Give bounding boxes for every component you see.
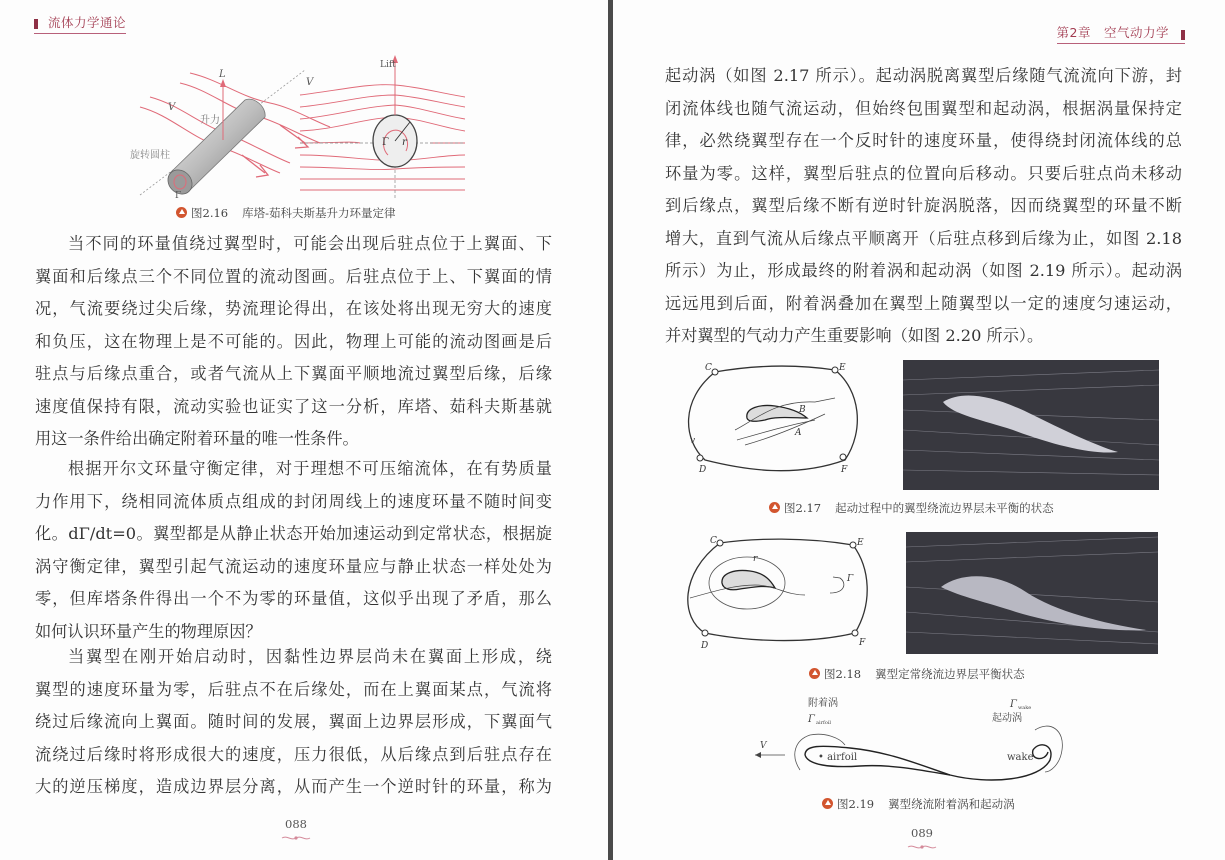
figure-marker-icon bbox=[176, 207, 187, 218]
point-F: F bbox=[859, 638, 866, 648]
label-bound-vortex: 附着涡 bbox=[808, 698, 838, 709]
point-F: F bbox=[841, 465, 848, 475]
text-line: 起动涡（如图 2.17 所示）。起动涡脱离翼型后缘随气流流向下游，封 bbox=[665, 66, 1182, 85]
page-number: 089 bbox=[911, 826, 933, 840]
figure-2-18-diagram bbox=[675, 533, 875, 651]
header-marker bbox=[34, 19, 38, 29]
caption-figure-2-17 bbox=[769, 500, 1054, 516]
point-D: D bbox=[699, 465, 707, 475]
text-line: 环量为零。这样，翼型后驻点的位置向后移动。只要后驻点尚未移动 bbox=[665, 163, 1182, 183]
running-head-chapter bbox=[1057, 23, 1185, 44]
text-line: 到后缘点，翼型后缘不断有逆时针旋涡脱落，因而绕翼型的环量不断 bbox=[665, 196, 1182, 215]
caption-figure-2-16 bbox=[176, 205, 396, 221]
text-line: 大的逆压梯度，造成边界层分离，从而产生一个逆时针的环量，称为 bbox=[35, 777, 552, 796]
text-line: 流绕过后缘时将形成很大的速度，压力很低，从后缘点到后驻点存在 bbox=[35, 744, 552, 764]
figure-marker-icon bbox=[809, 668, 820, 679]
text-line: 绕过后缘流向上翼面。随时间的发展，翼面上边界层形成，下翼面气 bbox=[35, 712, 552, 731]
right-page bbox=[613, 0, 1225, 860]
figure-2-19-diagram bbox=[750, 690, 1110, 790]
running-head-text: 流体力学通论 bbox=[48, 15, 127, 30]
folio-ornament-icon bbox=[281, 834, 311, 842]
figure-title: 翼型定常绕流边界层平衡状态 bbox=[875, 667, 1025, 681]
text-line: 速度值保持有限，流动实验也证实了这一分析，库塔、茹科夫斯基就 bbox=[35, 396, 552, 416]
label-v-inf: V bbox=[760, 741, 767, 751]
text-line: 所示）为止，形成最终的附着涡和起动涡（如图 2.19 所示）。起动涡 bbox=[665, 261, 1182, 280]
figure-title: 翼型绕流附着涡和起动涡 bbox=[888, 797, 1015, 811]
point-C: C bbox=[705, 363, 712, 373]
text-line: 化。dΓ/dt=0。翼型都是从静止状态开始加速运动到定常状态，根据旋 bbox=[35, 524, 552, 543]
figure-2-16 bbox=[130, 55, 465, 200]
text-line: 并对翼型的气动力产生重要影响（如图 2.20 所示）。 bbox=[665, 326, 1044, 345]
text-line: 用这一条件给出确定附着环量的唯一性条件。 bbox=[35, 429, 359, 448]
figure-number: 图2.17 bbox=[784, 501, 822, 515]
figure-marker-icon bbox=[822, 798, 833, 809]
paragraph bbox=[35, 228, 552, 456]
running-head-text: 第2章 空气动力学 bbox=[1056, 25, 1169, 40]
paragraph bbox=[35, 641, 552, 804]
text-line: 闭流体线也随气流运动，但始终包围翼型和起动涡，根据涡量保持定 bbox=[665, 98, 1182, 118]
label-gamma-wake: Γ bbox=[1010, 699, 1017, 710]
text-line: 况，气流要绕过尖后缘，势流理论得出，在该处将出现无穷大的速度 bbox=[35, 299, 552, 318]
point-D: D bbox=[701, 641, 709, 651]
label-lift-en: Lift bbox=[380, 60, 396, 70]
text-line: 当不同的环量值绕过翼型时，可能会出现后驻点位于上翼面、下 bbox=[68, 234, 552, 253]
point-B: B bbox=[799, 405, 806, 415]
text-line: 涡守衡定律，翼型引起气流运动的速度环量应与静止状态一样处处为 bbox=[35, 556, 552, 576]
folio-ornament-icon bbox=[907, 843, 937, 851]
label-airfoil: • airfoil bbox=[818, 752, 858, 763]
text-line: 远远甩到后面，附着涡叠加在翼型上随翼型以一定的速度匀速运动， bbox=[665, 293, 1182, 313]
text-line: 驻点与后缘点重合，或者气流从上下翼面平顺地流过翼型后缘，后缘 bbox=[35, 364, 552, 383]
text-line: 当翼型在刚开始启动时，因黏性边界层尚未在翼面上形成，绕 bbox=[68, 647, 552, 666]
figure-number: 图2.19 bbox=[837, 797, 875, 811]
figure-marker-icon bbox=[769, 502, 780, 513]
page-number: 088 bbox=[285, 817, 307, 831]
label-lift-cn: 升力 bbox=[200, 115, 220, 126]
figure-title: 起动过程中的翼型绕流边界层未平衡的状态 bbox=[835, 501, 1054, 515]
kutta-joukowski-diagram bbox=[130, 55, 465, 200]
figure-number: 图2.16 bbox=[191, 206, 229, 220]
point-C: C bbox=[710, 536, 717, 546]
text-line: 根据开尔文环量守衡定律，对于理想不可压缩流体，在有势质量 bbox=[68, 459, 552, 478]
text-line: 翼面和后缘点三个不同位置的流动图画。后驻点位于上、下翼面的情 bbox=[35, 266, 552, 286]
label-L: L bbox=[219, 69, 226, 80]
label-gamma-airfoil: Γ bbox=[808, 714, 815, 725]
label-gamma-wake-sub: wake bbox=[1018, 705, 1032, 711]
point-E: E bbox=[857, 538, 864, 548]
label-rotating-cylinder: 旋转圆柱 bbox=[130, 150, 170, 161]
figure-number: 图2.18 bbox=[824, 667, 862, 681]
caption-figure-2-19 bbox=[822, 796, 1015, 812]
label-v-inf-right: V bbox=[306, 77, 314, 88]
label-gamma: Γ bbox=[175, 191, 182, 200]
label-starting-vortex: 起动涡 bbox=[992, 713, 1022, 724]
text-line: 力作用下，绕相同流体质点组成的封闭周线上的速度环量不随时间变 bbox=[35, 491, 552, 511]
header-marker bbox=[1181, 30, 1185, 40]
label-radius: r bbox=[402, 137, 407, 148]
label-gamma-right: Γ bbox=[382, 137, 389, 148]
figure-title: 库塔-茹科夫斯基升力环量定律 bbox=[242, 206, 396, 220]
text-line: 如何认识环量产生的物理原因？ bbox=[35, 621, 262, 641]
label-wake: wake bbox=[1007, 752, 1034, 763]
caption-figure-2-18 bbox=[809, 666, 1025, 682]
label-gamma: Γ bbox=[847, 574, 854, 584]
figure-2-17-diagram bbox=[675, 360, 875, 478]
figure-2-18-photo bbox=[906, 532, 1158, 654]
left-page bbox=[0, 0, 608, 860]
text-line: 律，必然绕翼型存在一个反时针的速度环量，使得绕封闭流体线的总 bbox=[665, 131, 1182, 150]
running-head-book-title bbox=[34, 13, 126, 34]
label-gamma-airfoil-sub: airfoil bbox=[816, 720, 832, 726]
text-line: 零，但库塔条件得出一个不为零的环量值，这似乎出现了矛盾，那么 bbox=[35, 589, 552, 608]
text-line: 和负压，这在物理上是不可能的。因此，物理上可能的流动图画是后 bbox=[35, 331, 552, 351]
text-line: 增大，直到气流从后缘点平顺离开（后驻点移到后缘为止，如图 2.18 bbox=[665, 228, 1182, 248]
paragraph bbox=[665, 60, 1182, 353]
figure-2-17-photo bbox=[903, 360, 1159, 490]
text-line: 翼型的速度环量为零，后驻点不在后缘处，而在上翼面某点，气流将 bbox=[35, 679, 552, 699]
point-E: E bbox=[839, 363, 846, 373]
label-v-inf: v bbox=[690, 436, 696, 446]
label-r: r bbox=[753, 554, 758, 564]
point-A: A bbox=[795, 428, 802, 438]
label-v-inf: V bbox=[168, 102, 176, 113]
paragraph bbox=[35, 453, 552, 648]
